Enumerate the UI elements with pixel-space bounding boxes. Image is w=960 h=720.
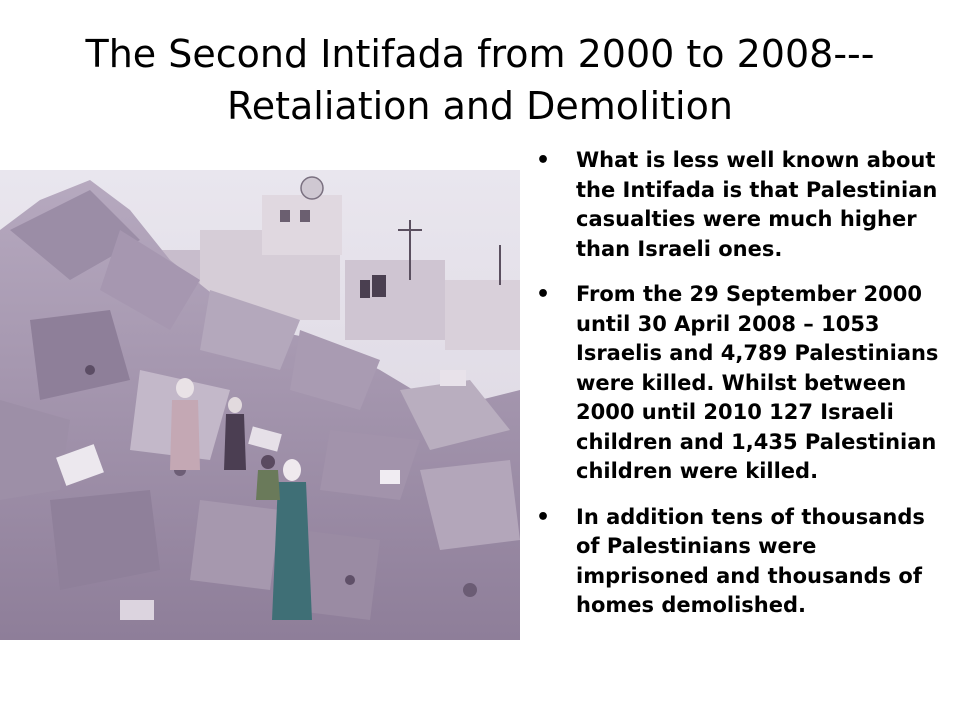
slide-title xyxy=(20,28,940,132)
bullet-dot-icon: • xyxy=(536,148,551,173)
bullet-text: From the 29 September 2000 until 30 April 2008 – 1053 Israelis and 4,789 Palestinians were killed. Whilst between 2000 until 2010 127 Israeli children and 1,435 Palestinian children were killed. xyxy=(576,282,939,483)
bullet-list xyxy=(536,146,948,637)
bullet-item xyxy=(536,503,948,621)
bullet-item xyxy=(536,146,948,264)
bullet-dot-icon: • xyxy=(536,504,551,530)
rubble-photo xyxy=(0,170,520,640)
bullet-dot-icon: • xyxy=(536,282,551,307)
title-line-1: The Second Intifada from 2000 to 2008--- xyxy=(85,32,875,76)
title-line-2: Retaliation and Demolition xyxy=(227,84,733,128)
rubble-photo-illustration xyxy=(0,170,520,640)
bullet-item xyxy=(536,280,948,487)
bullet-text: What is less well known about the Intifada is that Palestinian casualties were much higher than Israeli ones. xyxy=(576,148,938,261)
bullet-text: In addition tens of thousands of Palestinians were imprisoned and thousands of homes demolished. xyxy=(576,504,925,617)
